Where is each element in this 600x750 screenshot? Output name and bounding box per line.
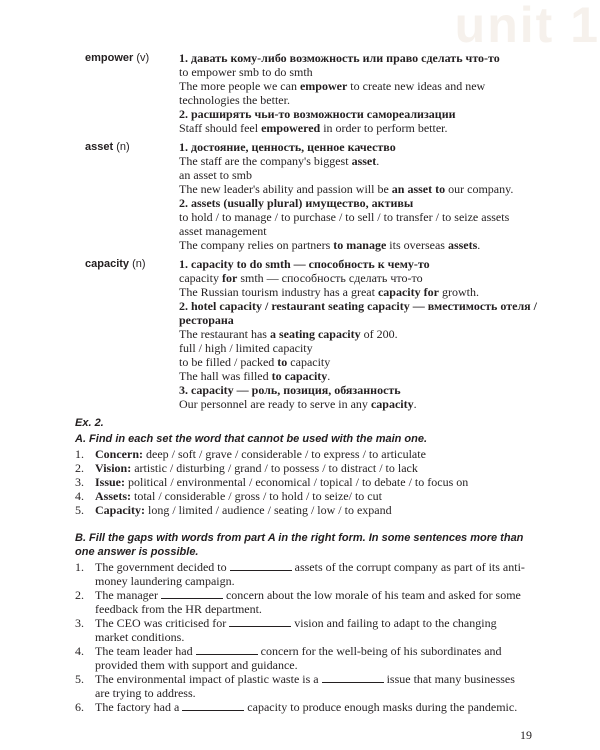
item-number: 3. — [75, 616, 84, 630]
vocab-definitions — [179, 51, 519, 135]
definition-heading: 2. hotel capacity / restaurant seating capacity — вместимость отеля / — [179, 299, 538, 313]
exercise-b-item — [75, 644, 525, 672]
vocab-term: capacity (n) — [85, 258, 146, 270]
highlight-word: empower — [299, 79, 348, 93]
sentence-start: The environmental impact of plastic waste is a — [95, 672, 322, 686]
definition-heading: 2. assets (usually plural) имущество, активы — [179, 196, 414, 210]
exercise-a-item — [75, 489, 525, 503]
sentence-start: The team leader had — [95, 644, 196, 658]
item-keyword: Concern: — [95, 447, 143, 461]
exercise-part-b-list — [75, 560, 525, 714]
gap-blank[interactable] — [230, 560, 292, 571]
item-number: 1. — [75, 560, 84, 574]
definition-heading: ресторана — [179, 313, 234, 327]
gap-blank[interactable] — [322, 672, 384, 683]
sentence-end: vision and failing to adapt to the changing market conditions. — [95, 616, 497, 644]
definition-heading: 1. давать кому-либо возможность или право сделать что-то — [179, 51, 500, 65]
item-number: 5. — [75, 672, 84, 686]
highlight-word: to capacity — [271, 369, 328, 383]
item-options: long / limited / audience / seating / low / to expand — [145, 503, 392, 517]
item-number: 3. — [75, 475, 84, 489]
definition-line: full / high / limited capacity — [179, 341, 313, 355]
sentence-end: concern for the well-being of his subordinates and provided them with support and guidance. — [95, 644, 502, 672]
highlight-word: capacity — [370, 397, 414, 411]
exercise-a-item — [75, 447, 525, 461]
example-line: Our personnel are ready to serve in any capacity. — [179, 397, 417, 411]
item-number: 5. — [75, 503, 84, 517]
exercise-a-item — [75, 475, 525, 489]
example-line: The new leader's ability and passion will be an asset to our company. — [179, 182, 514, 196]
exercise-part-b-instruction: B. Fill the gaps with words from part A in the right form. In some sentences more than one answer is possible. — [75, 532, 524, 558]
sentence-start: The CEO was criticised for — [95, 616, 230, 630]
item-number: 2. — [75, 588, 84, 602]
item-keyword: Assets: — [95, 489, 131, 503]
vocab-definitions — [179, 140, 519, 252]
gap-blank[interactable] — [196, 644, 258, 655]
vocab-definitions — [179, 257, 538, 411]
definition-heading: 1. capacity to do smth — способность к чему-то — [179, 257, 430, 271]
item-keyword: Vision: — [95, 461, 132, 475]
item-number: 1. — [75, 447, 84, 461]
definition-heading: 2. расширять чьи-то возможности самореализации — [179, 107, 456, 121]
unit-header-watermark: unit 1 — [454, 0, 600, 53]
sentence-start: The government decided to — [95, 560, 230, 574]
example-line: The more people we can empower to create new ideas and new — [179, 79, 486, 93]
sentence-end: assets of the corrupt company as part of its anti-money laundering campaign. — [95, 560, 525, 588]
highlight-word: to — [277, 355, 288, 369]
exercise-b-item — [75, 560, 525, 588]
highlight-word: an asset to — [391, 182, 446, 196]
item-number: 4. — [75, 644, 84, 658]
highlight-word: for — [221, 271, 238, 285]
sentence-end: concern about the low morale of his team and asked for some feedback from the HR department. — [95, 588, 521, 616]
exercise-part-a-list — [75, 447, 525, 517]
item-number: 2. — [75, 461, 84, 475]
exercise-part-a-instruction: A. Find in each set the word that cannot be used with the main one. — [75, 433, 428, 445]
gap-blank[interactable] — [161, 588, 223, 599]
highlight-word: assets — [447, 238, 478, 252]
item-options: artistic / disturbing / grand / to possess / to distract / to lack — [131, 461, 418, 475]
item-keyword: Issue: — [95, 475, 126, 489]
exercise-b-item — [75, 672, 525, 700]
example-line: capacity for smth — способность сделать что-то — [179, 271, 423, 285]
example-line: The restaurant has a seating capacity of 200. — [179, 327, 398, 341]
exercise-title: Ex. 2. — [75, 417, 104, 429]
example-line: Staff should feel empowered in order to perform better. — [179, 121, 448, 135]
exercise-a-item — [75, 503, 525, 517]
gap-blank[interactable] — [182, 700, 244, 711]
item-keyword: Capacity: — [95, 503, 145, 517]
example-line: The hall was filled to capacity. — [179, 369, 331, 383]
exercise-a-item — [75, 461, 525, 475]
gap-blank[interactable] — [229, 616, 291, 627]
sentence-start: The factory had a — [95, 700, 183, 714]
definition-line: to empower smb to do smth — [179, 65, 313, 79]
highlight-word: a seating capacity — [269, 327, 361, 341]
exercise-b-item — [75, 700, 525, 714]
definition-line: asset management — [179, 224, 267, 238]
exercise-b-item — [75, 588, 525, 616]
item-options: total / considerable / gross / to hold / to seize/ to cut — [131, 489, 382, 503]
highlight-word: empowered — [261, 121, 321, 135]
highlight-word: to manage — [333, 238, 387, 252]
item-number: 6. — [75, 700, 84, 714]
item-number: 4. — [75, 489, 84, 503]
exercise-b-item — [75, 616, 525, 644]
item-options: deep / soft / grave / considerable / to express / to articulate — [143, 447, 426, 461]
page-number: 19 — [520, 728, 532, 742]
definition-heading: 1. достояние, ценность, ценное качество — [179, 140, 396, 154]
definition-line: an asset to smb — [179, 168, 252, 182]
example-line: to be filled / packed to capacity — [179, 355, 331, 369]
definition-line: to hold / to manage / to purchase / to sell / to transfer / to seize assets — [179, 210, 510, 224]
highlight-word: asset — [351, 154, 377, 168]
vocab-term: empower (v) — [85, 52, 150, 64]
highlight-word: capacity for — [377, 285, 439, 299]
example-line: The Russian tourism industry has a great capacity for growth. — [179, 285, 479, 299]
sentence-end: capacity to produce enough masks during the pandemic. — [244, 700, 518, 714]
example-line: The company relies on partners to manage its overseas assets. — [179, 238, 481, 252]
example-line: The staff are the company's biggest asset. — [179, 154, 380, 168]
definition-heading: 3. capacity — роль, позиция, обязанность — [179, 383, 401, 397]
item-options: political / environmental / economical / topical / to debate / to focus on — [125, 475, 469, 489]
definition-line: technologies the better. — [179, 93, 290, 107]
sentence-start: The manager — [95, 588, 161, 602]
sentence-end: issue that many businesses are trying to address. — [95, 672, 515, 700]
vocab-term: asset (n) — [85, 141, 130, 153]
